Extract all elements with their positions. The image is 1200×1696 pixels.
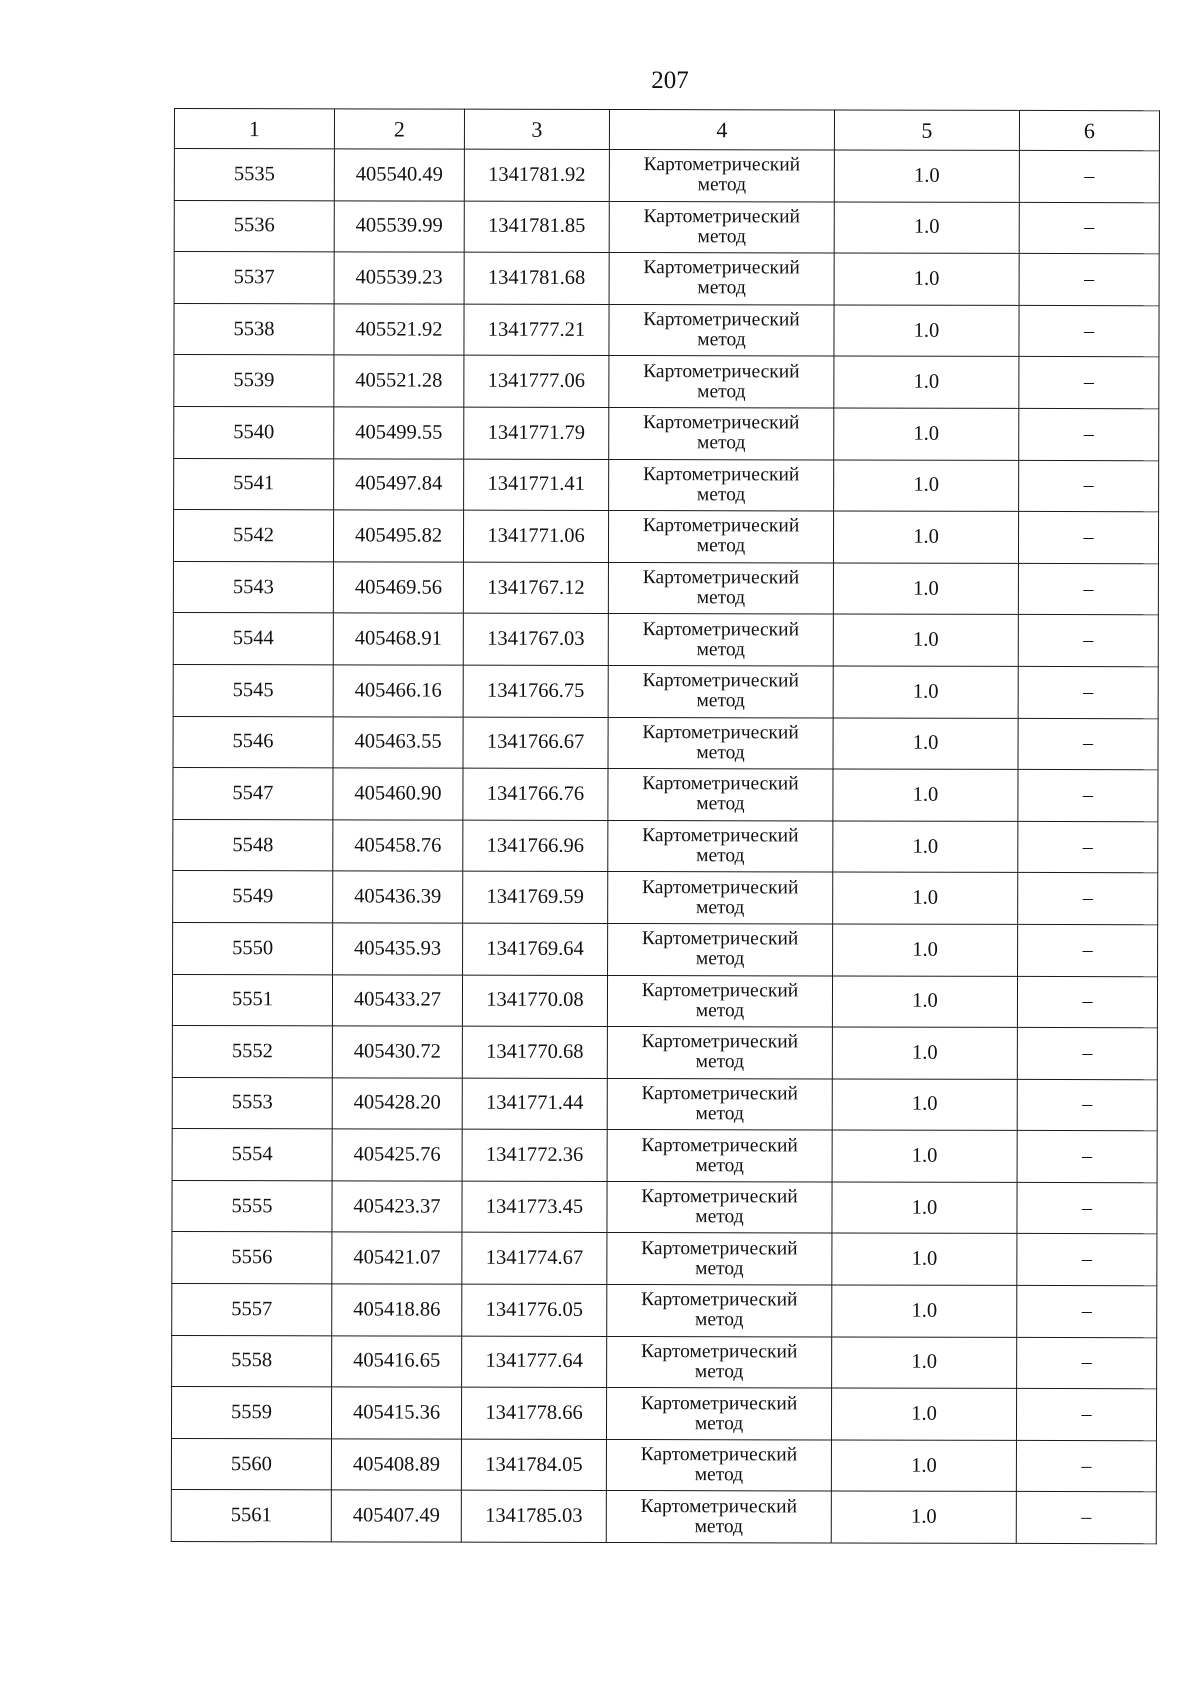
y-coordinate-cell: 1341777.21	[464, 304, 609, 356]
table-row	[172, 1284, 1157, 1338]
y-coordinate-cell: 1341776.05	[462, 1284, 607, 1336]
table-row	[172, 1129, 1157, 1183]
note-cell: –	[1018, 924, 1158, 976]
y-coordinate-cell: 1341769.59	[463, 871, 608, 923]
x-coordinate-cell: 405430.72	[332, 1026, 462, 1078]
point-number-cell: 5546	[173, 716, 333, 768]
method-cell	[607, 1078, 832, 1130]
method-line-2: метод	[697, 432, 746, 454]
point-number-cell: 5558	[172, 1335, 332, 1387]
y-coordinate-cell: 1341773.45	[462, 1181, 607, 1233]
method-cell	[607, 1336, 832, 1388]
x-coordinate-cell: 405466.16	[333, 665, 463, 717]
x-coordinate-cell: 405521.92	[334, 304, 464, 356]
table-header	[174, 109, 1159, 151]
table-row	[174, 149, 1159, 203]
accuracy-cell: 1.0	[834, 253, 1019, 305]
y-coordinate-cell: 1341771.44	[462, 1078, 607, 1130]
header-col-5: 5	[834, 110, 1019, 150]
method-line-1: Картометрический	[640, 1495, 798, 1518]
method-line-2: метод	[695, 1206, 744, 1228]
accuracy-cell: 1.0	[832, 1337, 1017, 1389]
y-coordinate-cell: 1341772.36	[462, 1129, 607, 1181]
method-line-1: Картометрический	[643, 412, 800, 434]
accuracy-cell: 1.0	[832, 975, 1017, 1027]
coordinates-table	[171, 108, 1160, 1544]
y-coordinate-cell: 1341774.67	[462, 1233, 607, 1285]
method-line-1: Картометрический	[641, 1083, 799, 1105]
method-line-1: Картометрический	[643, 360, 800, 383]
method-line-2: метод	[695, 999, 745, 1022]
note-cell: –	[1019, 408, 1159, 460]
method-cell	[606, 1439, 831, 1491]
method-line-2: метод	[696, 535, 746, 557]
y-coordinate-cell: 1341766.75	[463, 665, 608, 717]
method-cell	[607, 1233, 832, 1285]
accuracy-cell: 1.0	[833, 563, 1018, 615]
x-coordinate-cell: 405458.76	[333, 820, 463, 872]
note-cell: –	[1019, 202, 1159, 254]
method-line-2: метод	[696, 690, 745, 712]
method-line-2: метод	[697, 329, 746, 351]
header-col-4: 4	[609, 109, 834, 150]
method-line-1: Картометрический	[641, 1186, 798, 1208]
header-col-6: 6	[1019, 110, 1159, 150]
accuracy-cell: 1.0	[833, 511, 1018, 563]
accuracy-cell: 1.0	[834, 460, 1019, 512]
method-line-1: Картометрический	[642, 721, 799, 744]
note-cell: –	[1019, 357, 1159, 409]
point-number-cell: 5550	[173, 922, 333, 974]
method-line-1: Картометрический	[641, 928, 799, 950]
note-cell: –	[1017, 1337, 1157, 1389]
accuracy-cell: 1.0	[832, 1285, 1017, 1337]
note-cell: –	[1017, 1182, 1157, 1234]
note-cell: –	[1018, 666, 1158, 718]
point-number-cell: 5543	[173, 561, 333, 613]
method-line-2: метод	[695, 948, 745, 970]
x-coordinate-cell: 405497.84	[334, 458, 464, 510]
table-row	[172, 1077, 1157, 1131]
note-cell: –	[1017, 976, 1157, 1028]
point-number-cell: 5539	[174, 355, 334, 407]
table-row	[173, 664, 1158, 718]
method-line-1: Картометрический	[643, 309, 800, 331]
method-line-2: метод	[694, 1412, 744, 1434]
note-cell: –	[1018, 873, 1158, 925]
note-cell: –	[1016, 1492, 1156, 1544]
header-col-1: 1	[174, 109, 334, 149]
method-line-1: Картометрический	[641, 1289, 798, 1311]
accuracy-cell: 1.0	[832, 1182, 1017, 1234]
method-line-1: Картометрический	[642, 618, 800, 641]
method-line-1: Картометрический	[640, 1341, 798, 1363]
accuracy-cell: 1.0	[831, 1388, 1016, 1440]
method-line-1: Картометрический	[641, 979, 799, 1002]
x-coordinate-cell: 405433.27	[332, 974, 462, 1026]
method-cell	[606, 1388, 831, 1440]
method-line-1: Картометрический	[642, 670, 799, 692]
note-cell: –	[1018, 615, 1158, 667]
method-line-2: метод	[695, 896, 745, 918]
method-line-1: Картометрический	[642, 515, 800, 537]
method-cell	[606, 1491, 831, 1543]
x-coordinate-cell: 405469.56	[333, 562, 463, 614]
y-coordinate-cell: 1341766.67	[463, 717, 608, 769]
y-coordinate-cell: 1341781.85	[464, 201, 609, 253]
y-coordinate-cell: 1341766.76	[463, 768, 608, 820]
point-number-cell: 5540	[174, 406, 334, 458]
point-number-cell: 5561	[171, 1490, 331, 1542]
point-number-cell: 5547	[173, 768, 333, 820]
method-cell	[609, 459, 834, 511]
x-coordinate-cell: 405416.65	[332, 1336, 462, 1388]
method-line-1: Картометрический	[642, 825, 799, 847]
point-number-cell: 5548	[173, 819, 333, 871]
point-number-cell: 5555	[172, 1180, 332, 1232]
point-number-cell: 5537	[174, 252, 334, 304]
table-row	[174, 406, 1159, 460]
method-cell	[609, 149, 834, 201]
table-row	[173, 510, 1158, 564]
accuracy-cell: 1.0	[834, 356, 1019, 408]
note-cell: –	[1017, 1285, 1157, 1337]
y-coordinate-cell: 1341771.06	[463, 510, 608, 562]
x-coordinate-cell: 405540.49	[334, 149, 464, 201]
method-line-2: метод	[697, 174, 747, 196]
point-number-cell: 5545	[173, 664, 333, 716]
accuracy-cell: 1.0	[833, 924, 1018, 976]
method-line-2: метод	[696, 742, 745, 764]
method-line-2: метод	[697, 226, 746, 248]
method-cell	[608, 923, 833, 975]
page-number: 207	[651, 67, 689, 94]
y-coordinate-cell: 1341766.96	[463, 820, 608, 872]
method-line-1: Картометрический	[643, 205, 800, 228]
note-cell: –	[1018, 821, 1158, 873]
x-coordinate-cell: 405421.07	[332, 1232, 462, 1284]
header-col-2: 2	[334, 109, 464, 149]
x-coordinate-cell: 405468.91	[333, 613, 463, 665]
method-line-2: метод	[694, 1464, 744, 1486]
point-number-cell: 5542	[173, 510, 333, 562]
point-number-cell: 5538	[174, 303, 334, 355]
y-coordinate-cell: 1341784.05	[461, 1439, 606, 1491]
x-coordinate-cell: 405423.37	[332, 1181, 462, 1233]
accuracy-cell: 1.0	[831, 1491, 1016, 1543]
x-coordinate-cell: 405499.55	[334, 407, 464, 459]
method-cell	[608, 820, 833, 872]
note-cell: –	[1018, 718, 1158, 770]
x-coordinate-cell: 405408.89	[331, 1439, 461, 1491]
method-line-2: метод	[695, 1051, 745, 1073]
point-number-cell: 5551	[172, 974, 332, 1026]
table-row	[174, 355, 1159, 409]
method-line-1: Картометрический	[642, 773, 799, 795]
note-cell: –	[1016, 1389, 1156, 1441]
method-cell	[608, 511, 833, 563]
method-line-2: метод	[695, 1103, 744, 1125]
note-cell: –	[1017, 1028, 1157, 1080]
method-cell	[607, 1027, 832, 1079]
method-line-1: Картометрический	[641, 876, 799, 899]
accuracy-cell: 1.0	[834, 150, 1019, 202]
method-line-2: метод	[697, 380, 746, 402]
x-coordinate-cell: 405539.23	[334, 252, 464, 304]
point-number-cell: 5544	[173, 613, 333, 665]
method-line-2: метод	[696, 793, 745, 815]
method-cell	[608, 872, 833, 924]
x-coordinate-cell: 405435.93	[333, 923, 463, 975]
note-cell: –	[1018, 563, 1158, 615]
method-line-1: Картометрический	[640, 1392, 798, 1414]
table-row	[174, 458, 1159, 512]
x-coordinate-cell: 405415.36	[331, 1387, 461, 1439]
method-line-2: метод	[696, 638, 745, 660]
table-row	[173, 561, 1158, 615]
note-cell: –	[1018, 770, 1158, 822]
accuracy-cell: 1.0	[833, 821, 1018, 873]
method-line-2: метод	[695, 1154, 744, 1176]
x-coordinate-cell: 405407.49	[331, 1490, 461, 1542]
table-row	[174, 200, 1159, 254]
accuracy-cell: 1.0	[832, 1027, 1017, 1079]
table-row	[172, 1026, 1157, 1080]
x-coordinate-cell: 405418.86	[332, 1284, 462, 1336]
accuracy-cell: 1.0	[833, 769, 1018, 821]
table-row	[173, 819, 1158, 873]
note-cell: –	[1018, 512, 1158, 564]
accuracy-cell: 1.0	[833, 666, 1018, 718]
point-number-cell: 5559	[171, 1387, 331, 1439]
table-row	[171, 1490, 1156, 1544]
method-line-1: Картометрический	[641, 1031, 799, 1053]
accuracy-cell: 1.0	[834, 408, 1019, 460]
table-row	[172, 1232, 1157, 1286]
x-coordinate-cell: 405521.28	[334, 355, 464, 407]
accuracy-cell: 1.0	[832, 1233, 1017, 1285]
method-cell	[609, 407, 834, 459]
y-coordinate-cell: 1341785.03	[461, 1491, 606, 1543]
y-coordinate-cell: 1341769.64	[463, 923, 608, 975]
method-line-2: метод	[694, 1515, 743, 1538]
method-line-2: метод	[694, 1361, 744, 1383]
method-cell	[607, 1285, 832, 1337]
table-row	[174, 252, 1159, 306]
method-cell	[609, 304, 834, 356]
x-coordinate-cell: 405460.90	[333, 768, 463, 820]
table-row	[173, 871, 1158, 925]
note-cell: –	[1017, 1234, 1157, 1286]
x-coordinate-cell: 405428.20	[332, 1078, 462, 1130]
method-cell	[608, 562, 833, 614]
method-line-1: Картометрический	[641, 1134, 798, 1156]
point-number-cell: 5549	[173, 871, 333, 923]
accuracy-cell: 1.0	[832, 1130, 1017, 1182]
note-cell: –	[1019, 460, 1159, 512]
point-number-cell: 5552	[172, 1026, 332, 1078]
point-number-cell: 5535	[174, 149, 334, 201]
y-coordinate-cell: 1341770.68	[462, 1026, 607, 1078]
x-coordinate-cell: 405539.99	[334, 200, 464, 252]
table-row	[174, 303, 1159, 357]
method-line-2: метод	[696, 587, 746, 609]
method-line-1: Картометрический	[643, 154, 801, 176]
y-coordinate-cell: 1341771.41	[464, 459, 609, 511]
x-coordinate-cell: 405436.39	[333, 871, 463, 923]
table-row	[171, 1438, 1156, 1492]
method-line-2: метод	[695, 1309, 744, 1331]
table-row	[172, 1180, 1157, 1234]
table-row	[173, 768, 1158, 822]
x-coordinate-cell: 405463.55	[333, 716, 463, 768]
y-coordinate-cell: 1341767.12	[463, 562, 608, 614]
method-cell	[608, 717, 833, 769]
accuracy-cell: 1.0	[831, 1440, 1016, 1492]
method-cell	[607, 975, 832, 1027]
method-cell	[607, 1181, 832, 1233]
y-coordinate-cell: 1341781.92	[464, 149, 609, 201]
table-row	[173, 922, 1158, 976]
note-cell: –	[1016, 1440, 1156, 1492]
y-coordinate-cell: 1341781.68	[464, 252, 609, 304]
point-number-cell: 5554	[172, 1129, 332, 1181]
method-cell	[608, 665, 833, 717]
method-line-2: метод	[696, 845, 745, 867]
accuracy-cell: 1.0	[833, 872, 1018, 924]
table-row	[172, 1335, 1157, 1389]
note-cell: –	[1019, 150, 1159, 202]
point-number-cell: 5536	[174, 200, 334, 252]
header-row	[174, 109, 1159, 151]
x-coordinate-cell: 405425.76	[332, 1129, 462, 1181]
accuracy-cell: 1.0	[834, 305, 1019, 357]
x-coordinate-cell: 405495.82	[333, 510, 463, 562]
method-cell	[609, 356, 834, 408]
method-line-1: Картометрический	[640, 1444, 798, 1466]
method-line-2: метод	[697, 277, 746, 299]
method-cell	[609, 201, 834, 253]
method-line-2: метод	[696, 484, 746, 506]
point-number-cell: 5556	[172, 1232, 332, 1284]
accuracy-cell: 1.0	[833, 718, 1018, 770]
method-cell	[608, 769, 833, 821]
header-col-3: 3	[464, 109, 609, 149]
method-line-1: Картометрический	[641, 1237, 798, 1260]
y-coordinate-cell: 1341778.66	[461, 1387, 606, 1439]
y-coordinate-cell: 1341770.08	[462, 975, 607, 1027]
y-coordinate-cell: 1341767.03	[463, 614, 608, 666]
note-cell: –	[1017, 1079, 1157, 1131]
method-line-1: Картометрический	[642, 567, 800, 589]
method-line-2: метод	[695, 1257, 744, 1280]
accuracy-cell: 1.0	[832, 1079, 1017, 1131]
table-row	[172, 974, 1157, 1028]
method-cell	[608, 614, 833, 666]
y-coordinate-cell: 1341777.64	[462, 1336, 607, 1388]
method-cell	[607, 1130, 832, 1182]
y-coordinate-cell: 1341777.06	[464, 356, 609, 408]
point-number-cell: 5557	[172, 1284, 332, 1336]
table-row	[173, 716, 1158, 770]
accuracy-cell: 1.0	[833, 614, 1018, 666]
note-cell: –	[1019, 305, 1159, 357]
note-cell: –	[1017, 1131, 1157, 1183]
accuracy-cell: 1.0	[834, 202, 1019, 254]
table-body	[171, 149, 1159, 1544]
point-number-cell: 5541	[174, 458, 334, 510]
y-coordinate-cell: 1341771.79	[464, 407, 609, 459]
table-row	[173, 613, 1158, 667]
point-number-cell: 5553	[172, 1077, 332, 1129]
method-line-1: Картометрический	[643, 257, 800, 279]
method-cell	[609, 253, 834, 305]
note-cell: –	[1019, 254, 1159, 306]
point-number-cell: 5560	[171, 1438, 331, 1490]
method-line-1: Картометрический	[642, 463, 800, 486]
table-row	[171, 1387, 1156, 1441]
